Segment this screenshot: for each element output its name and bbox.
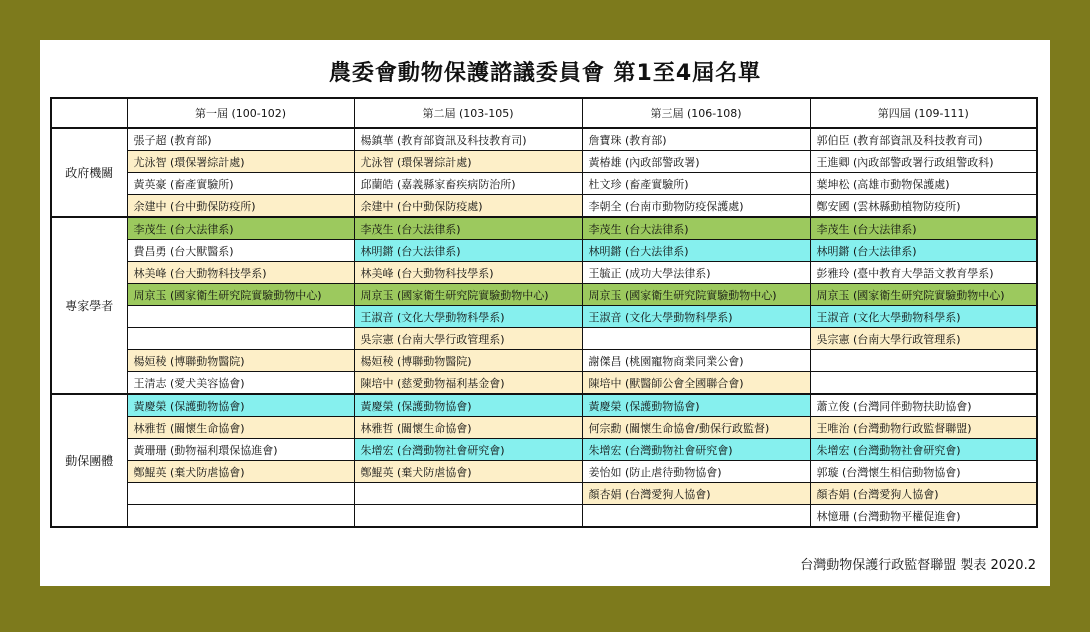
group-section <box>51 394 1037 527</box>
member-cell: 鄭鯤英 (棄犬防虐協會) <box>127 461 354 483</box>
member-cell: 陳培中 (獸醫師公會全國聯合會) <box>582 372 810 395</box>
member-cell: 李茂生 (台大法律系) <box>810 217 1037 240</box>
table-row <box>51 173 1037 195</box>
member-cell: 林雅哲 (關懷生命協會) <box>354 417 582 439</box>
member-cell: 郭璇 (台灣懷生相信動物協會) <box>810 461 1037 483</box>
member-cell: 吳宗憲 (台南大學行政管理系) <box>810 328 1037 350</box>
member-cell: 吳宗憲 (台南大學行政管理系) <box>354 328 582 350</box>
member-cell: 周京玉 (國家衛生研究院實驗動物中心) <box>582 284 810 306</box>
table-row <box>51 128 1037 151</box>
member-cell: 詹寶珠 (教育部) <box>582 128 810 151</box>
member-cell: 彭雅玲 (臺中教育大學語文教育學系) <box>810 262 1037 284</box>
member-cell <box>582 328 810 350</box>
member-cell <box>810 350 1037 372</box>
member-cell: 李朝全 (台南市動物防疫保護處) <box>582 195 810 218</box>
member-cell: 朱增宏 (台灣動物社會研究會) <box>354 439 582 461</box>
member-cell: 林明鏘 (台大法律系) <box>354 240 582 262</box>
table-row <box>51 240 1037 262</box>
member-cell <box>582 505 810 528</box>
member-cell: 郭伯臣 (教育部資訊及科技教育司) <box>810 128 1037 151</box>
table-row <box>51 328 1037 350</box>
member-cell: 林明鏘 (台大法律系) <box>810 240 1037 262</box>
member-cell: 林雅哲 (關懷生命協會) <box>127 417 354 439</box>
table-row <box>51 151 1037 173</box>
header-row <box>51 98 1037 128</box>
member-cell: 黃慶榮 (保護動物協會) <box>127 394 354 417</box>
member-cell: 楊鎮華 (教育部資訊及科技教育司) <box>354 128 582 151</box>
member-cell: 鄭鯤英 (棄犬防虐協會) <box>354 461 582 483</box>
footer-credit: 台灣動物保護行政監督聯盟 製表 2020.2 <box>800 558 1036 573</box>
table-row <box>51 505 1037 528</box>
table-row <box>51 461 1037 483</box>
member-cell: 葉坤松 (高雄市動物保護處) <box>810 173 1037 195</box>
member-cell: 林美峰 (台大動物科技學系) <box>354 262 582 284</box>
member-cell: 余建中 (台中動保防疫處) <box>354 195 582 218</box>
group-label: 專家學者 <box>51 217 127 394</box>
member-cell <box>127 306 354 328</box>
member-cell <box>354 483 582 505</box>
member-cell: 楊姮稜 (博聯動物醫院) <box>354 350 582 372</box>
table-row <box>51 195 1037 218</box>
member-cell: 謝傑昌 (桃園寵物商業同業公會) <box>582 350 810 372</box>
member-cell: 顏杏娟 (台灣愛狗人協會) <box>810 483 1037 505</box>
member-cell: 林美峰 (台大動物科技學系) <box>127 262 354 284</box>
member-cell <box>127 483 354 505</box>
committee-roster-table <box>50 97 1038 528</box>
table-row <box>51 217 1037 240</box>
member-cell: 王淑音 (文化大學動物科學系) <box>582 306 810 328</box>
member-cell: 顏杏娟 (台灣愛狗人協會) <box>582 483 810 505</box>
group-section <box>51 128 1037 217</box>
member-cell <box>127 505 354 528</box>
table-row <box>51 306 1037 328</box>
member-cell: 王清志 (愛犬美容協會) <box>127 372 354 395</box>
member-cell: 周京玉 (國家衛生研究院實驗動物中心) <box>127 284 354 306</box>
header-term-3: 第三屆 (106-108) <box>582 98 810 128</box>
header-corner <box>51 98 127 128</box>
member-cell <box>810 372 1037 395</box>
member-cell: 李茂生 (台大法律系) <box>127 217 354 240</box>
member-cell: 周京玉 (國家衛生研究院實驗動物中心) <box>810 284 1037 306</box>
member-cell: 余建中 (台中動保防疫所) <box>127 195 354 218</box>
table-row <box>51 284 1037 306</box>
header-term-4: 第四屆 (109-111) <box>810 98 1037 128</box>
member-cell: 黃椿雄 (內政部警政署) <box>582 151 810 173</box>
member-cell: 林明鏘 (台大法律系) <box>582 240 810 262</box>
member-cell: 何宗勳 (關懷生命協會/動保行政監督) <box>582 417 810 439</box>
group-label: 動保團體 <box>51 394 127 527</box>
member-cell: 李茂生 (台大法律系) <box>354 217 582 240</box>
member-cell: 朱增宏 (台灣動物社會研究會) <box>582 439 810 461</box>
member-cell: 楊姮稜 (博聯動物醫院) <box>127 350 354 372</box>
group-label: 政府機關 <box>51 128 127 217</box>
member-cell: 蕭立俊 (台灣同伴動物扶助協會) <box>810 394 1037 417</box>
table-row <box>51 372 1037 395</box>
member-cell: 王淑音 (文化大學動物科學系) <box>810 306 1037 328</box>
table-row <box>51 417 1037 439</box>
member-cell: 黃慶榮 (保護動物協會) <box>354 394 582 417</box>
member-cell: 杜文珍 (畜產實驗所) <box>582 173 810 195</box>
table-row <box>51 439 1037 461</box>
member-cell: 王進卿 (內政部警政署行政組警政科) <box>810 151 1037 173</box>
table-row <box>51 350 1037 372</box>
member-cell: 尤泳智 (環保署綜計處) <box>127 151 354 173</box>
member-cell: 費昌勇 (台大獸醫系) <box>127 240 354 262</box>
table-row <box>51 262 1037 284</box>
table-row <box>51 483 1037 505</box>
header-term-2: 第二屆 (103-105) <box>354 98 582 128</box>
member-cell: 周京玉 (國家衛生研究院實驗動物中心) <box>354 284 582 306</box>
member-cell: 鄭安國 (雲林縣動植物防疫所) <box>810 195 1037 218</box>
member-cell: 邱蘭皓 (嘉義縣家畜疾病防治所) <box>354 173 582 195</box>
group-section <box>51 217 1037 394</box>
member-cell: 王毓正 (成功大學法律系) <box>582 262 810 284</box>
member-cell <box>127 328 354 350</box>
member-cell: 王唯治 (台灣動物行政監督聯盟) <box>810 417 1037 439</box>
document-card <box>40 40 1050 586</box>
member-cell: 李茂生 (台大法律系) <box>582 217 810 240</box>
member-cell: 張子超 (教育部) <box>127 128 354 151</box>
page-title: 農委會動物保護諮議委員會 第1至4屆名單 <box>328 61 762 86</box>
member-cell: 黃珊珊 (動物福利環保協進會) <box>127 439 354 461</box>
header-term-1: 第一屆 (100-102) <box>127 98 354 128</box>
member-cell: 朱增宏 (台灣動物社會研究會) <box>810 439 1037 461</box>
member-cell: 黃英豪 (畜產實驗所) <box>127 173 354 195</box>
member-cell: 姜怡如 (防止虐待動物協會) <box>582 461 810 483</box>
member-cell: 林憶珊 (台灣動物平權促進會) <box>810 505 1037 528</box>
member-cell: 陳培中 (慈愛動物福利基金會) <box>354 372 582 395</box>
member-cell <box>354 505 582 528</box>
member-cell: 王淑音 (文化大學動物科學系) <box>354 306 582 328</box>
table-row <box>51 394 1037 417</box>
member-cell: 黃慶榮 (保護動物協會) <box>582 394 810 417</box>
member-cell: 尤泳智 (環保署綜計處) <box>354 151 582 173</box>
